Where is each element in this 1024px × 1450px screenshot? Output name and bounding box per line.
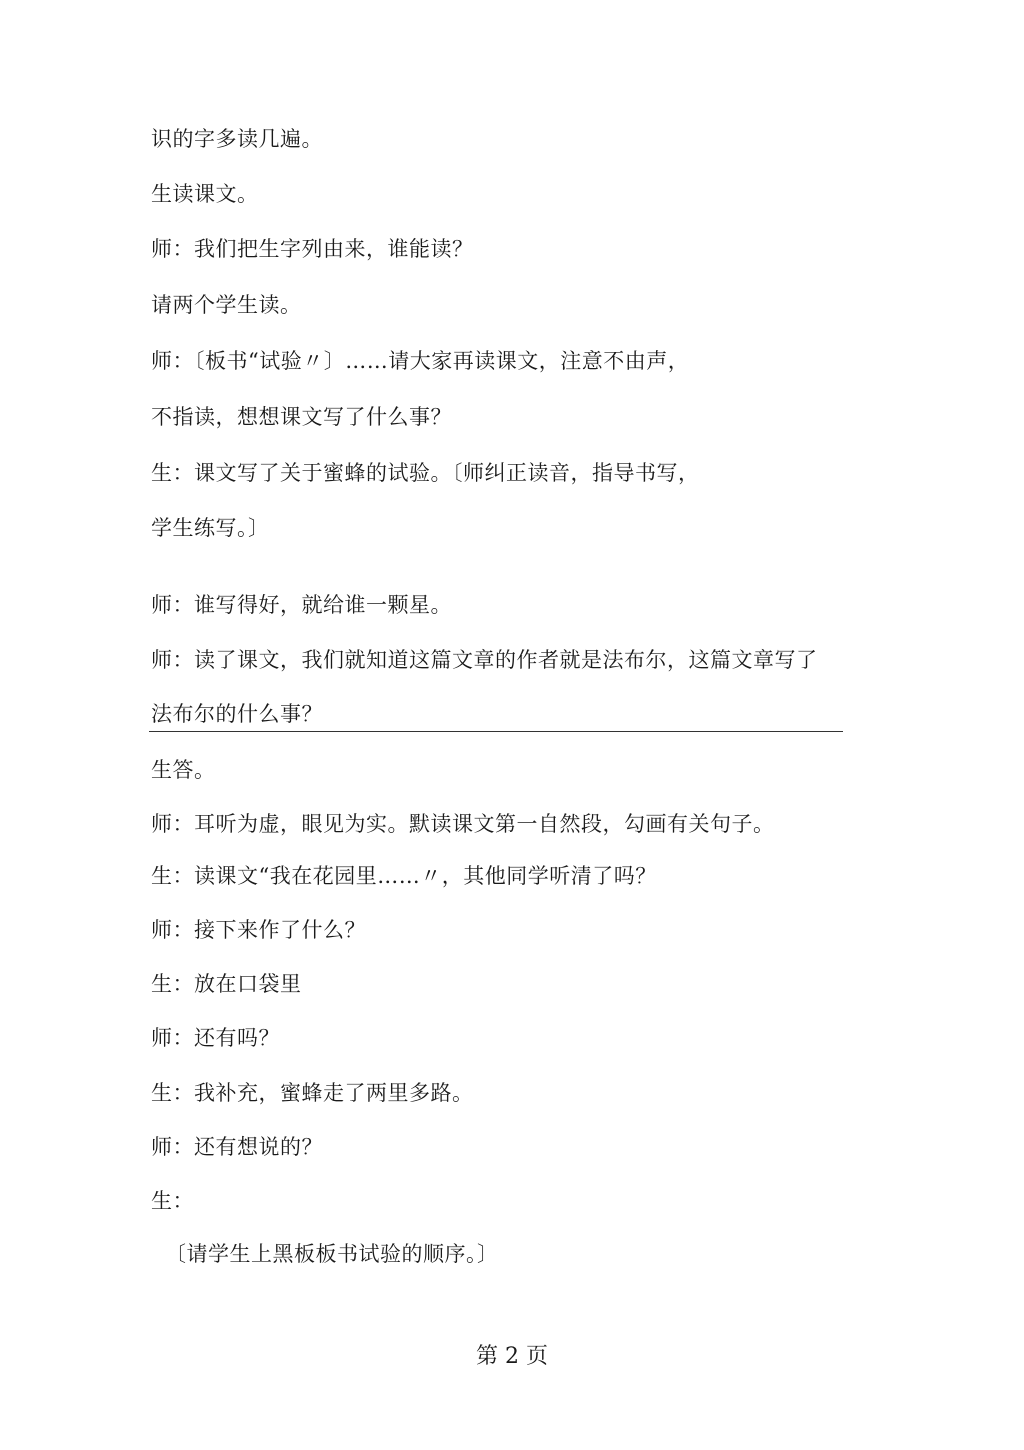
text-line: 师：耳听为虚，眼见为实。默读课文第一自然段，勾画有关句子。 (151, 812, 775, 836)
page-number: 第 2 页 (476, 1344, 548, 1369)
text-line: 生：课文写了关于蜜蜂的试验。〔师纠正读音，指导书写， (151, 461, 700, 485)
text-line: 师：读了课文，我们就知道这篇文章的作者就是法布尔，这篇文章写了 (151, 648, 818, 672)
horizontal-rule (149, 731, 843, 732)
text-line: 师：接下来作了什么？ (151, 918, 366, 942)
text-line: 〔请学生上黑板板书试验的顺序。〕 (165, 1242, 499, 1266)
text-line: 师：还有想说的？ (151, 1135, 323, 1159)
text-line: 生： (151, 1189, 194, 1213)
text-line: 法布尔的什么事？ (151, 702, 323, 726)
text-line: 生读课文。 (151, 182, 259, 206)
text-line: 师：〔板书“试验〃〕……请大家再读课文，注意不由声， (151, 349, 690, 373)
text-line: 生：放在口袋里 (151, 972, 302, 996)
text-line: 请两个学生读。 (151, 293, 302, 317)
text-line: 识的字多读几遍。 (151, 127, 323, 151)
text-line: 学生练写。〕 (151, 516, 270, 540)
text-line: 师：我们把生字列由来，谁能读？ (151, 237, 474, 261)
text-line: 生答。 (151, 758, 216, 782)
text-line: 师：谁写得好，就给谁一颗星。 (151, 593, 452, 617)
text-line: 师：还有吗？ (151, 1026, 280, 1050)
text-line: 生：读课文“我在花园里……〃，其他同学听清了吗？ (151, 864, 657, 888)
text-line: 生：我补充，蜜蜂走了两里多路。 (151, 1081, 474, 1105)
text-line: 不指读，想想课文写了什么事？ (151, 405, 452, 429)
